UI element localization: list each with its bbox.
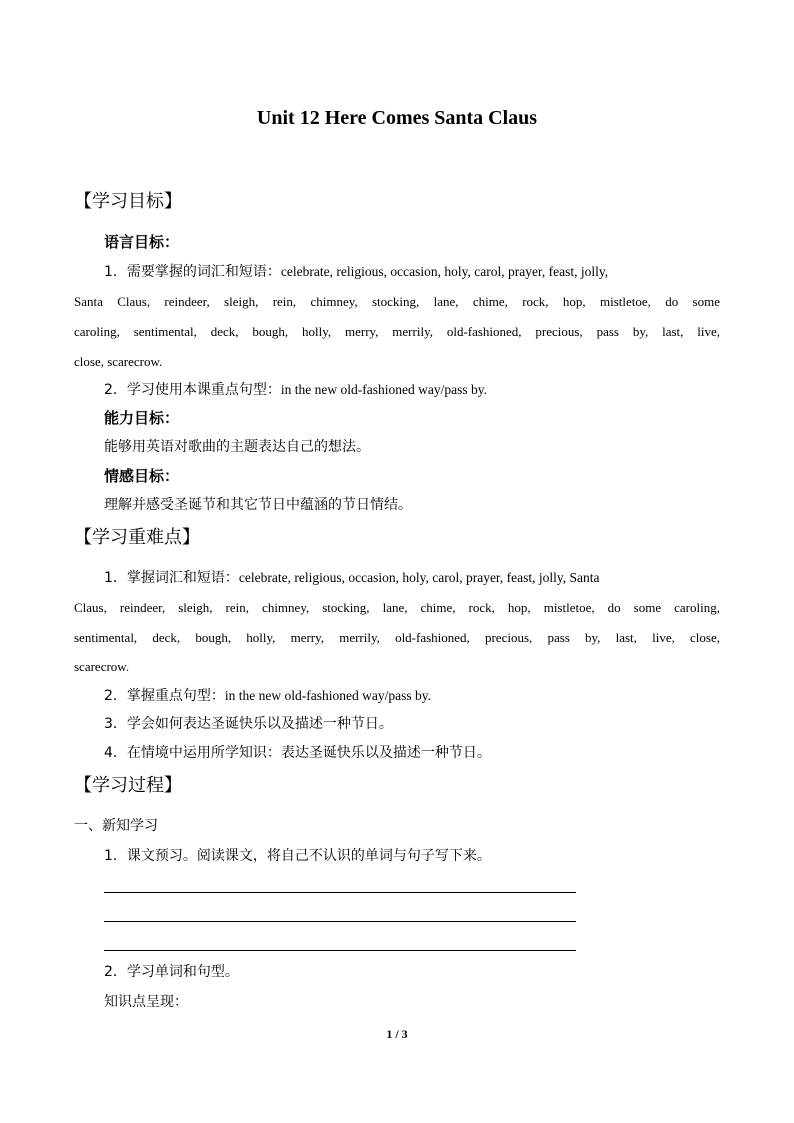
item-prefix: 2．学习使用本课重点句型：	[104, 382, 281, 398]
key-point-item-4: 4．在情境中运用所学知识：表达圣诞快乐以及描述一种节日。	[104, 745, 491, 761]
language-objective-line-2: Santa Claus, reindeer, sleigh, rein, chimney, stocking, lane, chime, rock, hop, mistletoe, do some	[74, 294, 720, 309]
emotion-objective-label: 情感目标：	[104, 467, 180, 485]
process-step-1: 1．课文预习。阅读课文，将自己不认识的单词与句子写下来。	[104, 848, 491, 864]
item-text: in the new old-fashioned way/pass by.	[280, 382, 488, 397]
answer-blank-line[interactable]	[104, 950, 576, 951]
item-text: in the new old-fashioned way/pass by.	[224, 688, 432, 703]
item-prefix: 2．掌握重点句型：	[104, 688, 225, 704]
item-text: celebrate, religious, occasion, holy, carol, prayer, feast, jolly,	[280, 264, 609, 279]
ability-objective-text: 能够用英语对歌曲的主题表达自己的想法。	[104, 439, 370, 455]
process-step-2: 2．学习单词和句型。	[104, 964, 239, 980]
key-point-item-3: 3．学会如何表达圣诞快乐以及描述一种节日。	[104, 716, 393, 732]
key-point-line-2: Claus, reindeer, sleigh, rein, chimney, stocking, lane, chime, rock, hop, mistletoe, do some caroling,	[74, 600, 720, 615]
answer-blank-line[interactable]	[104, 921, 576, 922]
key-point-item-1	[104, 568, 600, 588]
section-heading-key-points: 【学习重难点】	[74, 527, 200, 548]
emotion-objective-text: 理解并感受圣诞节和其它节日中蕴涵的节日情结。	[104, 497, 412, 513]
language-objective-line-4: close, scarecrow.	[74, 354, 163, 369]
key-point-item-2	[104, 686, 431, 706]
page-number: 1 / 3	[386, 1027, 408, 1041]
section-heading-objectives: 【学习目标】	[74, 191, 182, 212]
item-prefix: 1．掌握词汇和短语：	[104, 570, 239, 586]
item-text: celebrate, religious, occasion, holy, carol, prayer, feast, jolly, Santa	[238, 570, 600, 585]
language-objective-label: 语言目标：	[104, 233, 180, 251]
answer-blank-line[interactable]	[104, 892, 576, 893]
knowledge-label: 知识点呈现：	[104, 994, 188, 1010]
language-objective-line-3: caroling, sentimental, deck, bough, holly, merry, merrily, old-fashioned, precious, pass by, last, live,	[74, 324, 720, 339]
language-objective-item-1	[104, 262, 608, 282]
section-heading-process: 【学习过程】	[74, 775, 182, 796]
key-point-line-4: scarecrow.	[74, 659, 130, 674]
item-prefix: 1．需要掌握的词汇和短语：	[104, 264, 281, 280]
ability-objective-label: 能力目标：	[104, 409, 180, 427]
language-objective-item-2	[104, 380, 487, 400]
key-point-line-3: sentimental, deck, bough, holly, merry, merrily, old-fashioned, precious, pass by, last, live, close,	[74, 630, 720, 645]
process-part-1: 一、新知学习	[74, 818, 158, 834]
document-title: Unit 12 Here Comes Santa Claus	[256, 107, 538, 129]
